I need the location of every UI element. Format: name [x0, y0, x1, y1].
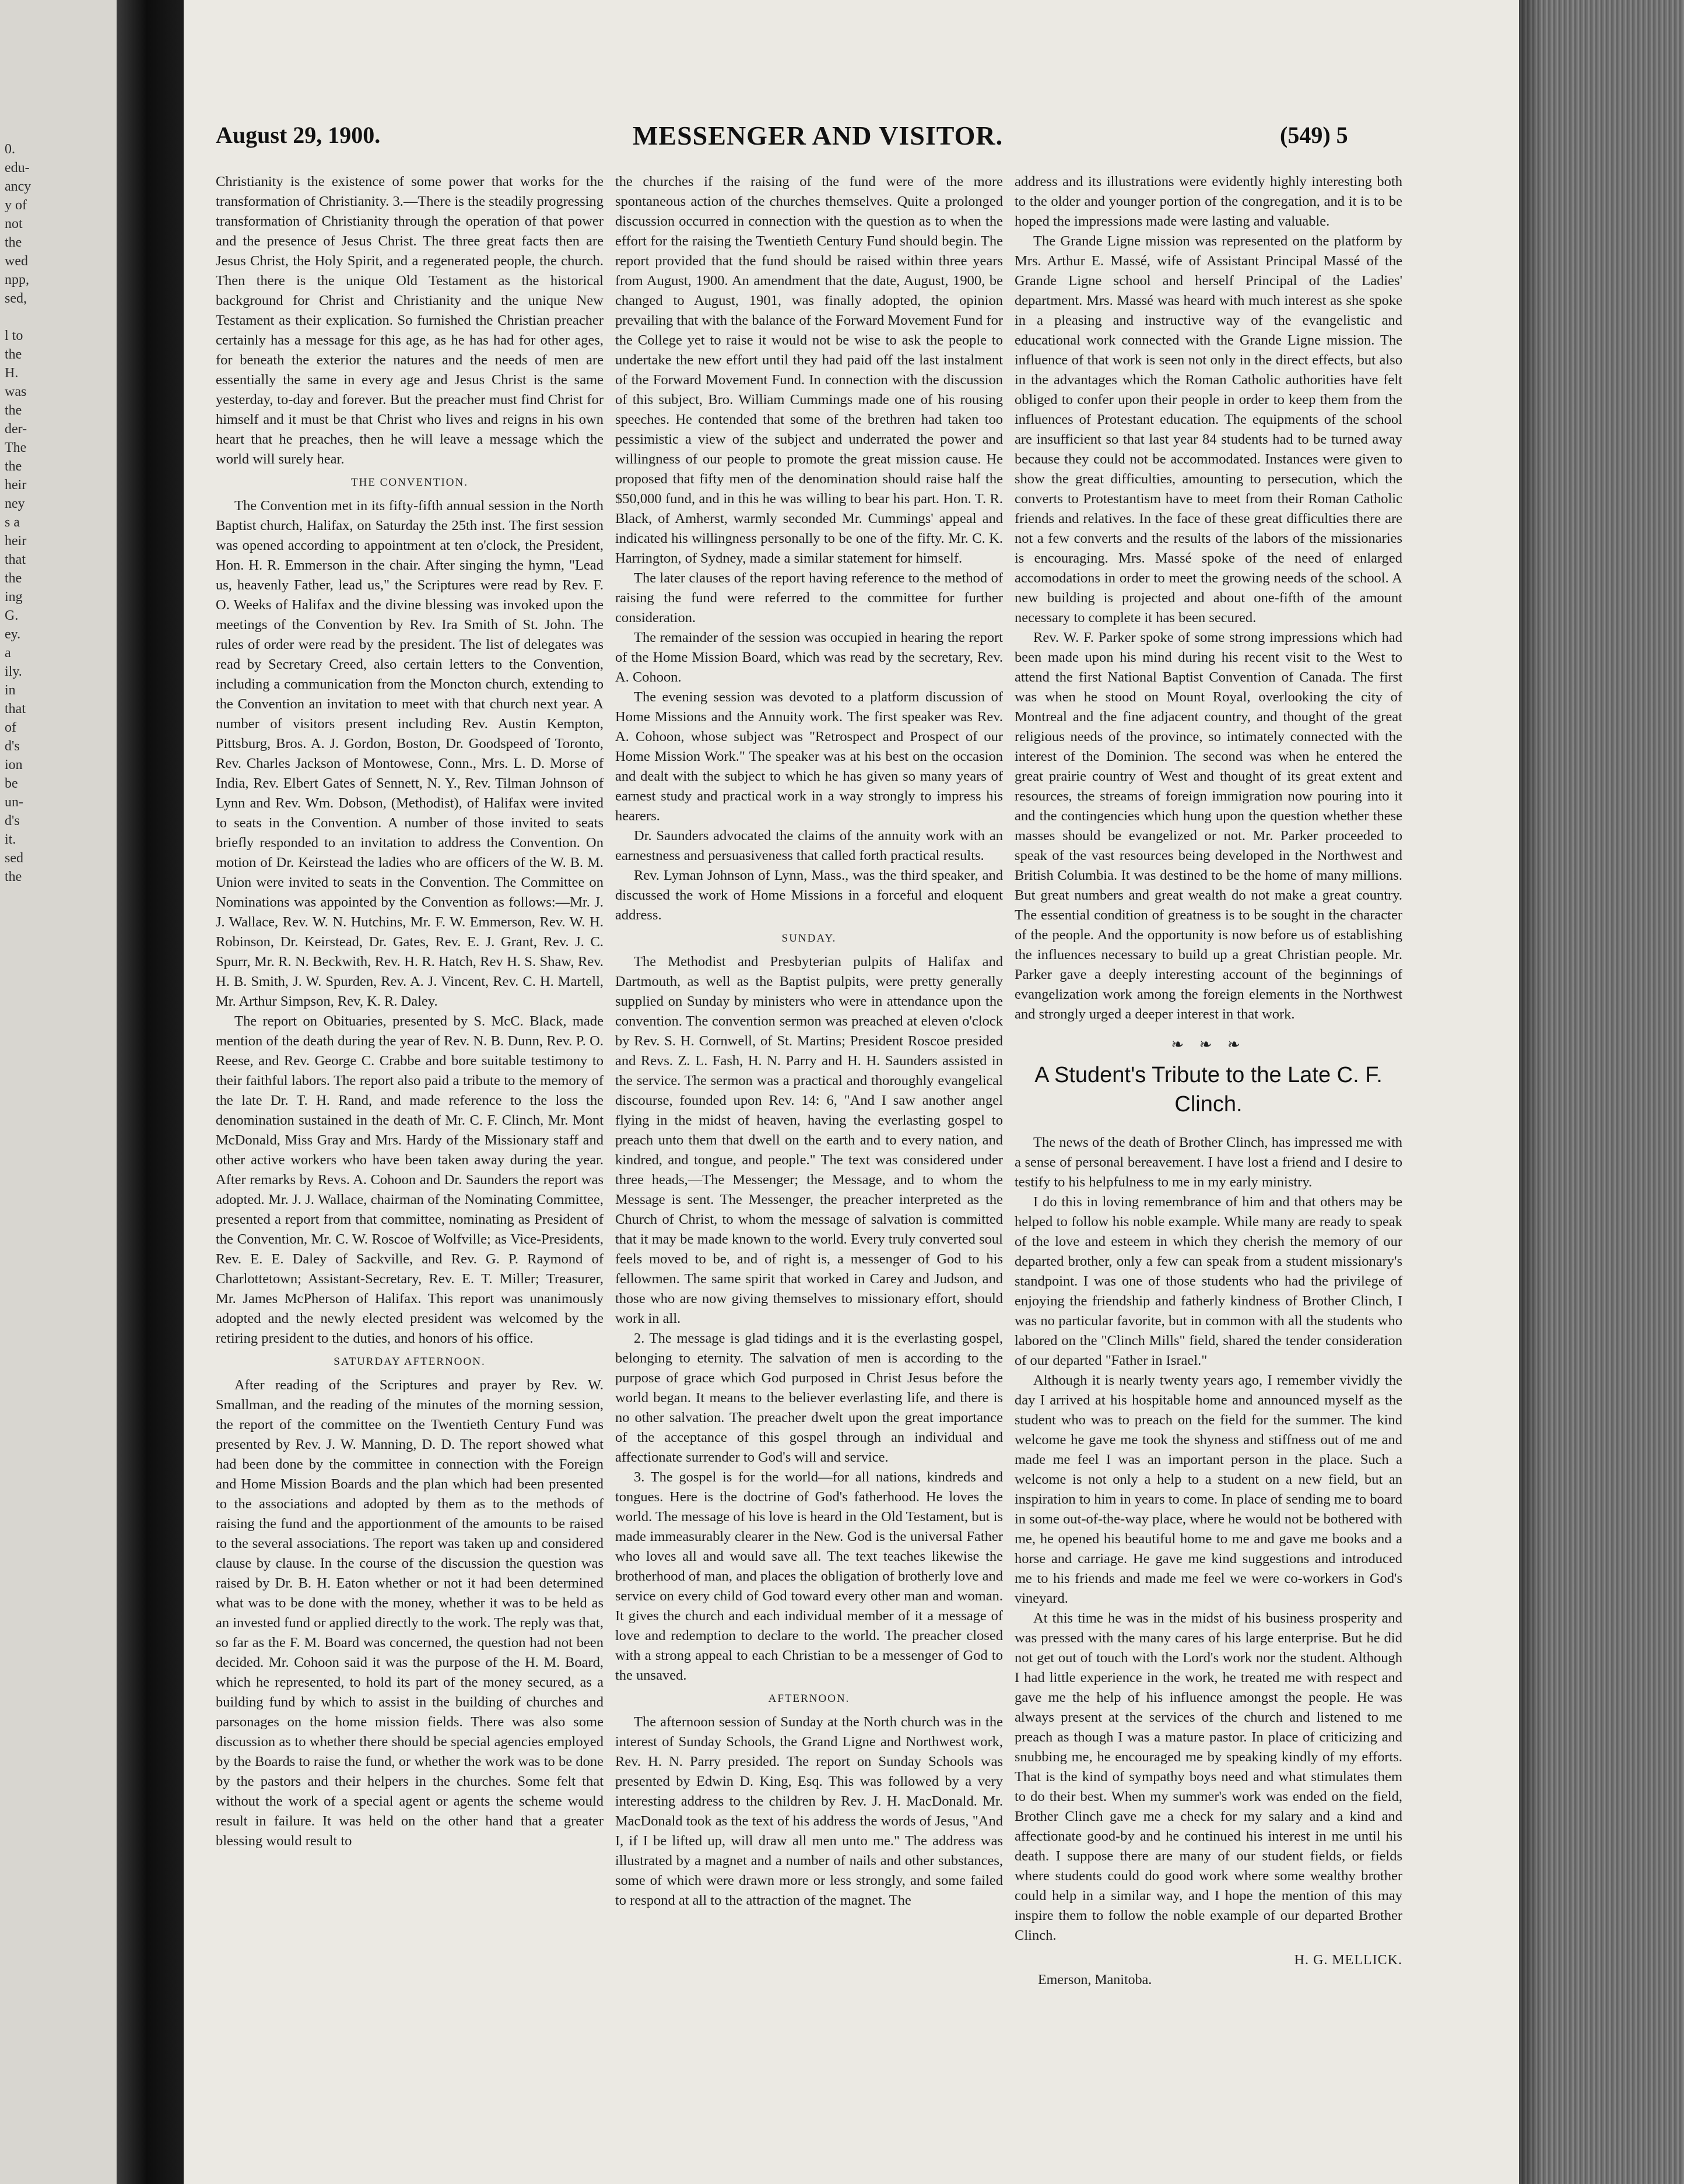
fragment-line: it.: [5, 832, 16, 847]
paragraph: 3. The gospel is for the world—for all nations, kindreds and tongues. Here is the doctrine of God's fatherhood. He loves the world. The message of his love is heard in the Old Testament, but is made immeasurably clearer in the New. God is the universal Father who loves all and would save all. The text teaches likewise the brotherhood of man, and places the obligation of brotherly love and service on every child of God toward every other man and woman. It gives the church and each individual member of it a message of love and redemption to declare to the world. The preacher closed with a strong appeal to each Christian to be a messenger of God to the unsaved.: [615, 1469, 1003, 1683]
paragraph: The evening session was devoted to a platform discussion of Home Missions and the Annuity work. The first speaker was Rev. A. Cohoon, whose subject was "Retrospect and Prospect of our Home Mission Work." The speaker was at his best on the occasion and dealt with the subject to which he has given so many years of earnest study and practical work in a way strongly to impress his hearers.: [615, 689, 1003, 824]
paragraph: At this time he was in the midst of his business prosperity and was pressed with the many cares of his large enterprise. But he did not get out of touch with the Lord's work nor the student. Although I had little experience in the work, he treated me with respect and gave me the help of his influence amongst the people. He was always present at the services of the church and listened to me preach as though I was a mature pastor. In place of criticizing and snubbing me, he encouraged me by speaking kindly of my efforts. That is the kind of sympathy boys need and what stimulates them to do their best. When my summer's work was ended on the field, Brother Clinch gave me a check for my salary and a kind and affectionate good-by and he continued his interest in me until his death. I suppose there are many of our student fields, or fields where students could do good work where some wealthy brother could help in a similar way, and I hope the mention of this may inspire them to follow the noble example of our departed Brother Clinch.: [1015, 1610, 1402, 1943]
paragraph: 2. The message is glad tidings and it is the everlasting gospel, belonging to eternity. The salvation of men is according to the purpose of grace which God purposed in Christ Jesus before the world began. It means to the believer everlasting life, and there is no other salvation. The preacher dwelt upon the great importance of the acceptance of this gospel through an individual and affectionate surrender to God's will and service.: [615, 1330, 1003, 1465]
fragment-line: that: [5, 701, 26, 717]
paragraph: I do this in loving remembrance of him and that others may be helped to follow his noble example. While many are ready to speak of the love and esteem in which they cherish the memory of our departed brother, only a few can speak from a student missionary's standpoint. I was one of those students who had the privilege of enjoying the friendship and fatherly kindness of Brother Clinch, I was no particular favorite, but in common with all the students who labored on the "Clinch Mills" field, shared the tender consideration of our departed "Father in Israel.": [1015, 1194, 1402, 1368]
fragment-line: the: [5, 869, 22, 884]
fragment-line: H.: [5, 366, 19, 381]
article-title: A Student's Tribute to the Late C. F. Clinch.: [1034, 1063, 1383, 1116]
fragment-line: sed: [5, 851, 23, 866]
author-signature: H. G. MELLICK.: [1294, 1953, 1402, 1968]
page-edge-shadow: [1519, 0, 1542, 2184]
fragment-line: was: [5, 384, 27, 399]
page-number: (549) 5: [1280, 122, 1348, 148]
fragment-line: ily.: [5, 664, 22, 679]
fragment-line: in: [5, 683, 16, 698]
paragraph: address and its illustrations were evidently highly interesting both to the older and younger portion of the congregation, and it is to be hoped the impressions made were lasting and valuable.: [1015, 174, 1402, 229]
author-location: Emerson, Manitoba.: [1038, 1972, 1152, 1988]
fragment-line: be: [5, 776, 18, 791]
fragment-line: 0.: [5, 142, 15, 157]
fragment-line: the: [5, 403, 22, 418]
fragment-line: the: [5, 571, 22, 586]
paragraph: The Convention met in its fifty-fifth annual session in the North Baptist church, Halifax, on Saturday the 25th inst. The first session was opened according to appointment at ten o'clock, the President, Hon. H. R. Emmerson in the chair. After singing the hymn, "Lead us, heavenly Father, lead us," the Scriptures were read by Rev. F. O. Weeks of Halifax and the divine blessing was invoked upon the meetings of the Convention by Rev. Ira Smith of St. John. The rules of order were read by the president. The list of delegates was read by Secretary Creed, also certain letters to the Convention, including a communication from the Moncton church, extending to the Convention an invitation to meet with that church next year. A number of visitors present including Rev. Austin Kempton, Pittsburg, Bros. A. J. Gordon, Boston, Dr. Goodspeed of Toronto, Rev. Charles Jackson of Montowese, Conn., Mrs. L. D. Morse of India, Rev. Elbert Gates of Sennett, N. Y., Rev. Tilman Johnson of Lynn and Rev. Wm. Dobson, (Methodist), of Halifax were invited to seats in the Convention. A number of those invited to seats briefly responded to an invitation to address the Convention. On motion of Dr. Keirstead the ladies who are officers of the W. B. M. Union were invited to seats in the Convention. The Committee on Nominations was appointed by the Convention as follows:—Mr. J. J. Wallace, Rev. W. N. Hutchins, Mr. F. W. Emmerson, Rev. W. H. Robinson, Dr. Keirstead, Dr. Gates, Rev. E. J. Grant, Rev. J. C. Spurr, Mr. R. N. Beckwith, Rev. H. R. Hatch, Rev H. S. Shaw, Rev. H. B. Smith, J. W. Spurden, Rev. A. J. Vincent, Rev. C. H. Martell, Mr. Arthur Simpson, Rev, K. R. Daley.: [216, 498, 604, 1009]
section-heading: SATURDAY AFTERNOON.: [334, 1356, 486, 1368]
fragment-line: d's: [5, 739, 20, 754]
fragment-line: not: [5, 216, 23, 231]
fragment-line: heir: [5, 533, 27, 549]
fragment-line: edu-: [5, 160, 30, 175]
fragment-line: a: [5, 645, 11, 661]
fragment-line: ing: [5, 589, 23, 605]
column-1: [216, 172, 604, 2143]
column-2: [615, 172, 1003, 2143]
fragment-line: s a: [5, 515, 20, 530]
fragment-line: ney: [5, 496, 25, 511]
paragraph: The later clauses of the report having reference to the method of raising the fund were referred to the committee for further consideration.: [615, 570, 1003, 626]
paragraph: Dr. Saunders advocated the claims of the annuity work with an earnestness and persuasiveness that called forth practical results.: [615, 828, 1003, 863]
paragraph: The report on Obituaries, presented by S. McC. Black, made mention of the death during the year of Rev. N. B. Dunn, Rev. P. O. Reese, and Rev. George C. Crabbe and bore suitable testimony to their faithful labors. The report also paid a tribute to the memory of the late Dr. T. H. Rand, and made reference to the loss the denomination sustained in the death of Mr. C. F. Clinch, Mr. Mont McDonald, Miss Gray and Mrs. Hardy of the Missionary staff and other active workers who have been taken away during the year. After remarks by Revs. A. Cohoon and Dr. Saunders the report was adopted. Mr. J. J. Wallace, chairman of the Nominating Committee, presented a report from that committee, nominating as President of the Convention, Mr. C. W. Roscoe of Wolfville; as Vice-Presidents, Rev. E. E. Daley of Sackville, and Rev. G. P. Raymond of Charlottetown; Assistant-Secretary, Rev. E. T. Miller; Treasurer, Mr. James McPherson of Halifax. This report was unanimously adopted and the newly elected president was welcomed by the retiring president to the duties, and honors of his office.: [216, 1013, 604, 1346]
paragraph: The remainder of the session was occupied in hearing the report of the Home Mission Board, which was read by the secretary, Rev. A. Cohoon.: [615, 630, 1003, 685]
facing-page-fragment: [0, 0, 117, 2184]
fragment-line: the: [5, 347, 22, 362]
fragment-line: of: [5, 720, 16, 735]
book-page-edges: [1519, 0, 1684, 2184]
issue-date: August 29, 1900.: [216, 122, 381, 148]
column-3: [1015, 172, 1402, 2143]
fragment-line: der-: [5, 422, 27, 437]
fragment-line: l to: [5, 328, 23, 343]
fragment-line: G.: [5, 608, 19, 623]
paragraph: The Grande Ligne mission was represented on the platform by Mrs. Arthur E. Massé, wife of Assistant Principal Massé of the Grande Ligne school and herself Principal of the Ladies' department. Mrs. Massé was heard with much interest as she spoke in a pleasing and instructive way of the evangelistic and educational work connected with the Grande Ligne mission. The influence of that work is seen not only in the direct effects, but also in the advantages which the Roman Catholic authorities have felt obliged to confer upon their people in order to keep them from the influences of Protestant education. The equipments of the school are insufficient so that last year 84 students had to be turned away because they could not be accommodated. Instances were given to show the great difficulties, amounting to persecution, which the converts to Protestantism have to meet from their Roman Catholic friends and relatives. In the face of these great difficulties there are not a few converts and the results of the labors of the missionaries is encouraging. Mrs. Massé spoke of the need of enlarged accomodations in order to meet the growing needs of the school. A new building is projected and about one-fifth of the amount necessary to complete it has been secured.: [1015, 233, 1402, 626]
paragraph: Rev. Lyman Johnson of Lynn, Mass., was the third speaker, and discussed the work of Home Missions in a forceful and eloquent address.: [615, 868, 1003, 923]
paragraph: Although it is nearly twenty years ago, I remember vividly the day I arrived at his hospitable home and announced myself as the student who was to preach on the field for the summer. The kind welcome he gave me took the shyness and stiffness out of me and made me feel I was an important person in the place. Such a welcome is not only a help to a student on a new field, but an inspiration to him in years to come. In place of sending me to board in some out-of-the-way place, where he would not be bothered with me, he opened his beautiful home to me and gave me books and a horse and carriage. He gave me kind suggestions and introduced me to his friends and made me feel we were co-workers in God's vineyard.: [1015, 1372, 1402, 1606]
fragment-line: ion: [5, 757, 23, 773]
fragment-line: heir: [5, 477, 27, 493]
fragment-line: sed,: [5, 291, 27, 306]
section-heading: THE CONVENTION.: [351, 476, 468, 489]
fragment-line: wed: [5, 254, 28, 269]
fragment-line: ey.: [5, 627, 21, 642]
paragraph: The afternoon session of Sunday at the North church was in the interest of Sunday Schools, the Grand Ligne and Northwest work, Rev. H. N. Parry presided. The report on Sunday Schools was presented by Edwin D. King, Esq. This was followed by a very interesting address to the children by Rev. J. H. MacDonald. Mr. MacDonald took as the text of his address the words of Jesus, "And I, if I be lifted up, will draw all men unto me." The address was illustrated by a magnet and a number of nails and other substances, some of which were drawn more or less strongly, and some failed to respond at all to the attraction of the magnet. The: [615, 1714, 1003, 1908]
paragraph: The Methodist and Presbyterian pulpits of Halifax and Dartmouth, as well as the Baptist pulpits, were pretty generally supplied on Sunday by ministers who were in attendance upon the convention. The convention sermon was preached at eleven o'clock by Rev. S. H. Cornwell, of St. Martins; President Roscoe presided and Revs. Z. L. Fash, H. N. Parry and H. H. Saunders assisted in the service. The sermon was a practical and thoroughly evangelical discourse, founded upon Rev. 14: 6, "And I saw another angel flying in the midst of heaven, having the everlasting gospel to preach unto them that dwell on the earth and to every nation, and kindred, and tongue, and people." The text was considered under three heads,—The Messenger; the Message, and to whom the Message is sent. The Messenger, the preacher interpreted as the Church of Christ, to whom the message of salvation is committed that it may be made known to the world. Every truly converted soul feels moved to be, and of right is, a messenger of God to his fellowmen. The same spirit that worked in Carey and Judson, and those who are now giving themselves to missionary effort, should work in all.: [615, 954, 1003, 1326]
facing-page-text: [5, 140, 110, 886]
fragment-line: the: [5, 459, 22, 474]
masthead-title: MESSENGER AND VISITOR.: [633, 121, 1004, 150]
paragraph: After reading of the Scriptures and prayer by Rev. W. Smallman, and the reading of the minutes of the morning session, the report of the committee on the Twentieth Century Fund was presented by Rev. J. W. Manning, D. D. The report showed what had been done by the committee in connection with the Foreign and Home Mission Boards and the plan which had been presented to the associations and adopted by them as to the methods of raising the fund and the apportionment of the amounts to be raised to the several associations. The report was taken up and considered clause by clause. In the course of the discussion the question was raised by Dr. B. H. Eaton whether or not it had been determined what was to be done with the money, whether it was to be held as an invested fund or applied directly to the work. The reply was that, so far as the F. M. Board was concerned, the question had not been decided. Mr. Cohoon said it was the purpose of the H. M. Board, which he represented, to hold its part of the money secured, as a building fund by which to assist in the building of churches and parsonages on the home mission fields. There was also some discussion as to whether there should be special agencies employed by the Boards to raise the fund, or whether the work was to be done by the pastors and their helpers in the churches. Some felt that without the work of a special agent or agents the scheme would result in failure. It was held on the other hand that a greater blessing would result to: [216, 1377, 604, 1849]
fragment-line: ancy: [5, 179, 31, 194]
fragment-line: un-: [5, 795, 23, 810]
page-header: [184, 117, 1519, 163]
newspaper-page: [184, 0, 1519, 2184]
paragraph: Christianity is the existence of some power that works for the transformation of Christianity. 3.—There is the steadily progressing transformation of Christianity through the operation of that power and the presence of Jesus Christ. The three great facts then are Jesus Christ, the Holy Spirit, and a regenerated people, the church. Then there is the unique Old Testament as the historical background for Christ and Christianity and the unique New Testament as their explication. So furnished the Christian preacher certainly has a message for this age, as he has had for other ages, for beneath the exterior the natures and the needs of men are essentially the same in every age and Jesus Christ is the same yesterday, to-day and forever. But the preacher must find Christ for himself and it must be that Christ who lives and reigns in his own heart that he preaches, then he will leave a message which the world will surely hear.: [216, 174, 604, 467]
paragraph: The news of the death of Brother Clinch, has impressed me with a sense of personal bereavement. I have lost a friend and I desire to testify to his helpfulness to me in my early ministry.: [1015, 1135, 1402, 1190]
fragment-line: npp,: [5, 272, 29, 287]
section-heading: SUNDAY.: [781, 932, 837, 944]
section-heading: AFTERNOON.: [768, 1693, 850, 1705]
fragment-line: The: [5, 440, 27, 455]
paragraph: the churches if the raising of the fund were of the more spontaneous action of the churches themselves. Quite a prolonged discussion occurred in connection with the question as to when the effort for the raising the Twentieth Century Fund should begin. The report provided that the fund should be raised within three years from August, 1900. An amendment that the date, August, 1900, be changed to August, 1901, was finally adopted, the opinion prevailing that with the balance of the Forward Movement Fund for the College yet to raise it would not be wise to ask the people to undertake the new effort until they had paid off the last instalment of the Forward Movement Fund. In connection with the discussion of this subject, Bro. William Cummings made one of his rousing speeches. He contended that some of the brethren had taken too pessimistic a view of the subject and underrated the power and willingness of our people to promote the great mission cause. He proposed that fifty men of the denomination should raise half the $50,000 fund, and in this he was willing to bear his part. Hon. T. R. Black, of Amherst, warmly seconded Mr. Cummings' appeal and indicated his willingness personally to be one of the fifty. Mr. C. K. Harrington, of Sydney, made a similar statement for himself.: [615, 174, 1003, 566]
fragment-line: that: [5, 552, 26, 567]
fragment-line: d's: [5, 813, 20, 828]
fragment-line: [5, 308, 110, 326]
paragraph: Rev. W. F. Parker spoke of some strong impressions which had been made upon his mind during his recent visit to the West to attend the first National Baptist Convention of Canada. The first was when he stood on Mount Royal, overlooking the city of Montreal and the fine adjacent country, and thought of the great religious needs of the province, so intimately connected with the interest of the Dominion. The second was when he entered the great prairie country of West and thought of its great extent and resources, the streams of foreign immigration now pouring into it and the contingencies which hung upon the question whether these masses should be evangelized or not. Mr. Parker proceeded to speak of the vast resources being developed in the Northwest and British Columbia. It was destined to be the home of many millions. But great numbers and great wealth do not make a great country. The essential condition of greatness is to be sought in the character of the people. And the opportunity is now before us of establishing the influences necessary to build up a great Christian people. Mr. Parker gave a deeply interesting account of the beginnings of evangelization work among the foreign elements in the Northwest and strongly urged a deeper interest in that work.: [1015, 630, 1402, 1022]
book-gutter: [117, 0, 184, 2184]
fragment-line: the: [5, 235, 22, 250]
fragment-line: y of: [5, 198, 27, 213]
section-ornament: ❧ ❧ ❧: [1171, 1036, 1246, 1053]
